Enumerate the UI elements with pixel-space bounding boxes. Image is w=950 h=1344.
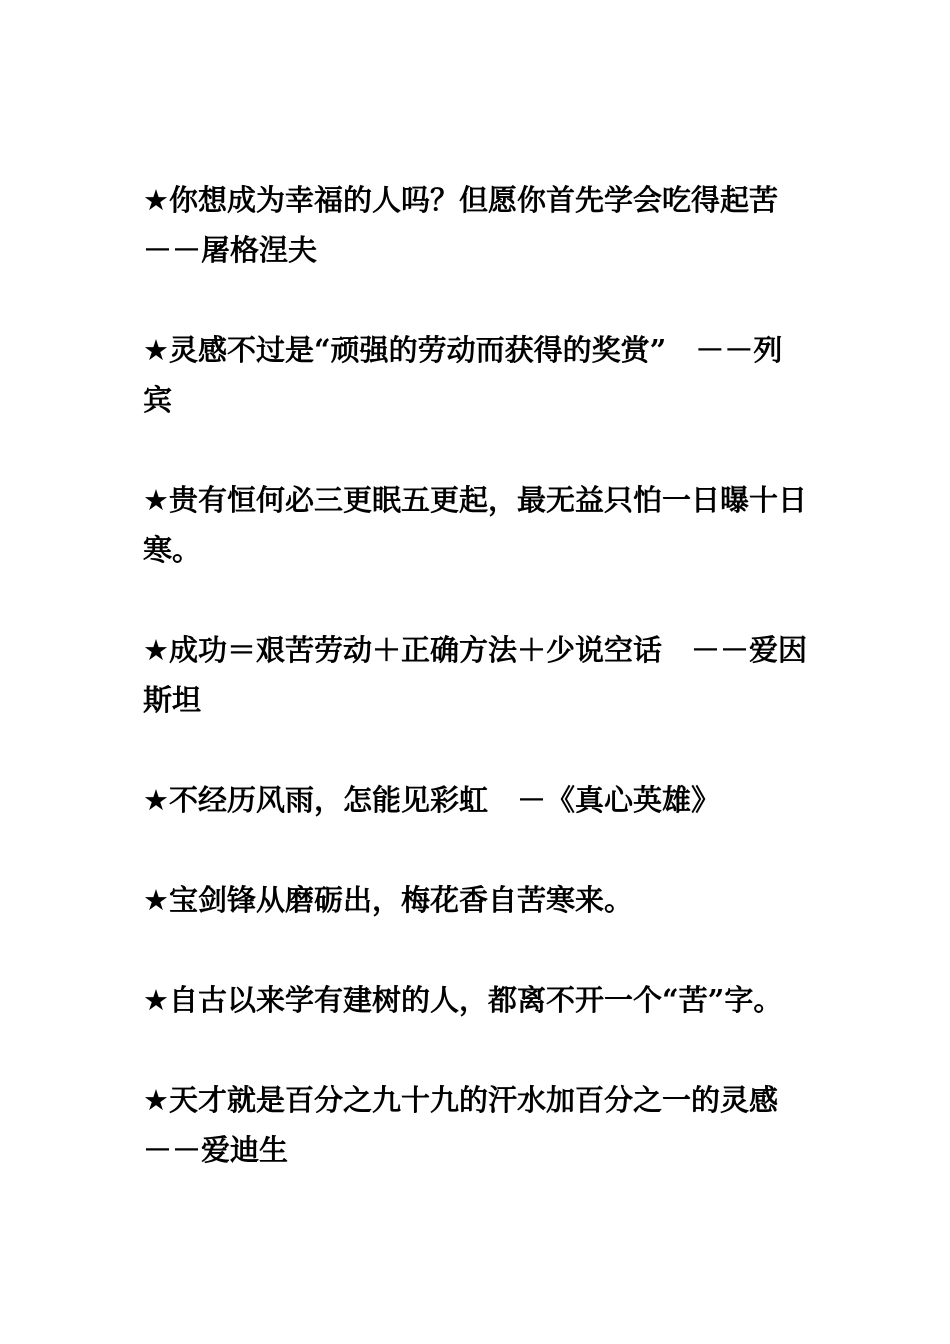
quote-item bbox=[143, 625, 808, 725]
quote-item bbox=[143, 475, 808, 575]
quote-text: 不经历风雨，怎能见彩虹 －《真心英雄》 bbox=[169, 783, 721, 817]
star-icon: ★ bbox=[143, 983, 169, 1017]
star-icon: ★ bbox=[143, 1083, 169, 1117]
quote-item bbox=[143, 975, 808, 1025]
star-icon: ★ bbox=[143, 333, 169, 367]
quote-text: 灵感不过是“顽强的劳动而获得的奖赏” －－列宾 bbox=[143, 333, 783, 417]
star-icon: ★ bbox=[143, 783, 169, 817]
quote-text: 自古以来学有建树的人，都离不开一个“苦”字。 bbox=[169, 983, 783, 1017]
quote-item bbox=[143, 875, 808, 925]
quote-item bbox=[143, 325, 808, 425]
quote-attribution: －－爱迪生 bbox=[143, 1133, 289, 1167]
quote-list bbox=[143, 175, 808, 1225]
star-icon: ★ bbox=[143, 633, 169, 667]
quote-text: 贵有恒何必三更眠五更起，最无益只怕一日曝十日寒。 bbox=[143, 483, 808, 567]
star-icon: ★ bbox=[143, 483, 169, 517]
star-icon: ★ bbox=[143, 883, 169, 917]
quote-text: 宝剑锋从磨砺出，梅花香自苦寒来。 bbox=[169, 883, 634, 917]
star-icon: ★ bbox=[143, 183, 169, 217]
quote-text: 你想成为幸福的人吗？但愿你首先学会吃得起苦 bbox=[169, 183, 779, 217]
quote-attribution: －－屠格涅夫 bbox=[143, 233, 318, 267]
quote-text: 天才就是百分之九十九的汗水加百分之一的灵感 bbox=[169, 1083, 779, 1117]
quote-text: 成功＝艰苦劳动＋正确方法＋少说空话 －－爱因斯坦 bbox=[143, 633, 808, 717]
quote-item bbox=[143, 175, 808, 275]
quote-item bbox=[143, 775, 808, 825]
quote-item bbox=[143, 1075, 808, 1175]
